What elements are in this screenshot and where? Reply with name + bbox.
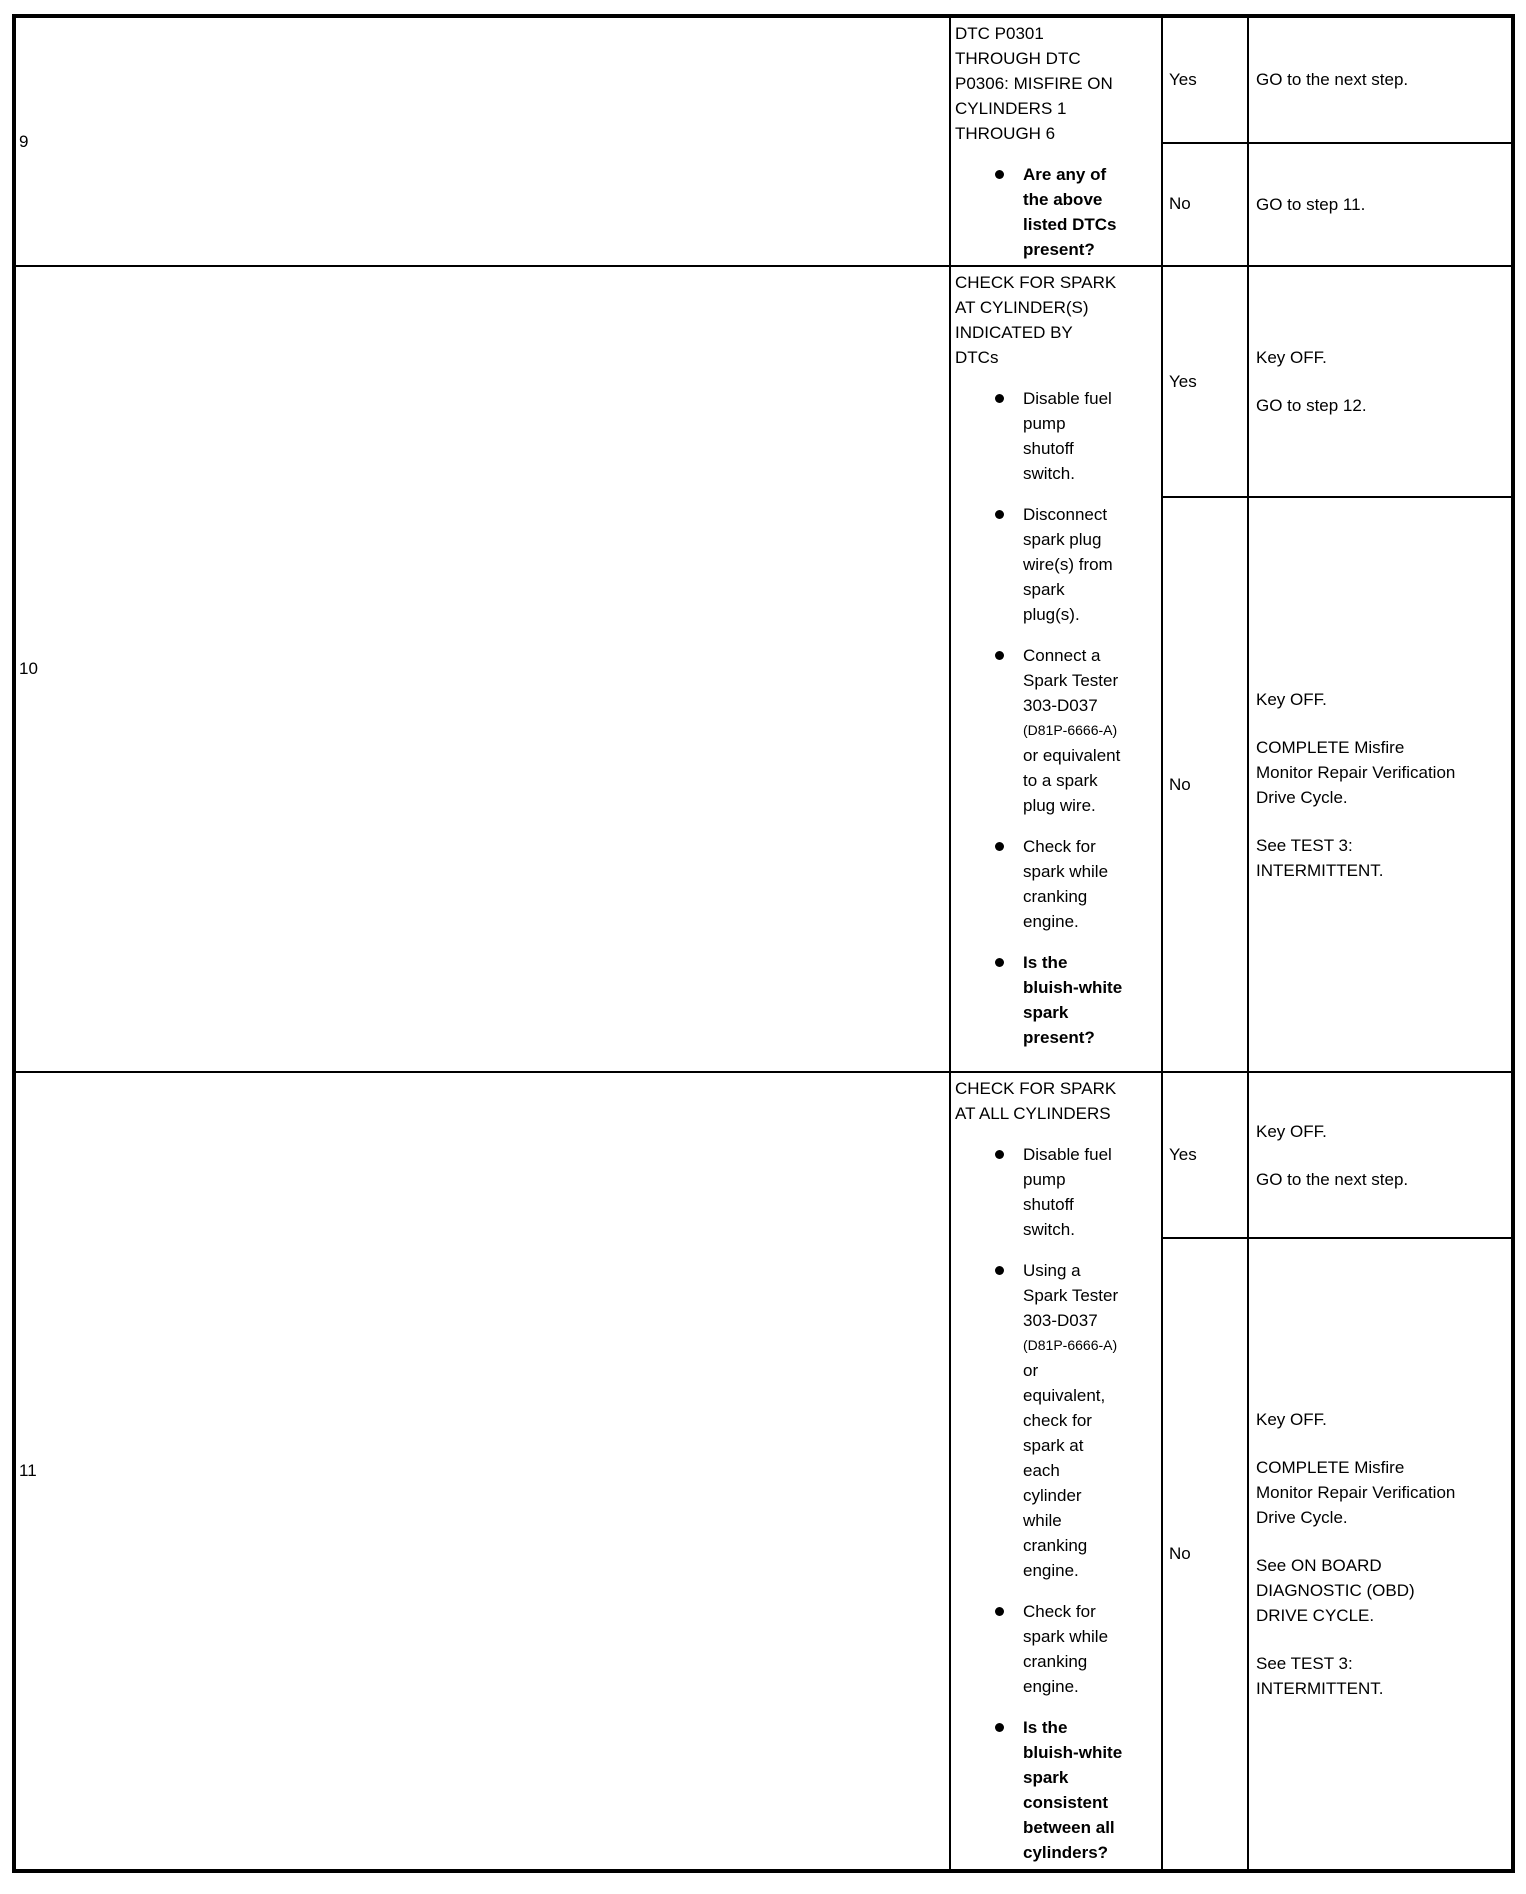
bullet-text xyxy=(1023,950,1122,1050)
text-line: COMPLETE Misfire xyxy=(1256,1458,1405,1477)
text-line: GO to the next step. xyxy=(1256,1169,1409,1189)
bullet-item xyxy=(955,1715,1157,1865)
table-row-step-9 xyxy=(14,16,1513,143)
text-line: cylinder xyxy=(1023,1486,1082,1505)
text-line: spark at xyxy=(1023,1436,1084,1455)
step-number: 10 xyxy=(14,266,950,1072)
text-line: Is the xyxy=(1023,953,1068,972)
text-line: while xyxy=(1023,1511,1062,1530)
action-cell xyxy=(1248,497,1513,1072)
text-line: INDICATED BY xyxy=(955,323,1073,342)
text-line: Monitor Repair Verification xyxy=(1256,762,1456,782)
result-cell: No xyxy=(1162,143,1248,266)
bullet-item xyxy=(955,834,1157,934)
text-line: Key OFF. xyxy=(1256,1410,1327,1429)
text-line: CHECK FOR SPARK xyxy=(955,273,1117,292)
bullet-text xyxy=(1023,386,1112,486)
test-step-cell xyxy=(950,266,1162,1072)
text-line: bluish-white xyxy=(1023,978,1123,997)
action-paragraph xyxy=(1256,1167,1507,1192)
pinpoint-test-table xyxy=(12,14,1515,1873)
text-line: See TEST 3: xyxy=(1256,1654,1353,1673)
text-line: between all xyxy=(1023,1818,1115,1837)
text-line: THROUGH 6 xyxy=(955,124,1056,143)
bullet-text xyxy=(1023,1258,1118,1583)
text-line: plug wire. xyxy=(1023,796,1096,815)
bullet-icon xyxy=(995,958,1004,967)
table-row-step-10 xyxy=(14,266,1513,497)
action-cell xyxy=(1248,1072,1513,1238)
step-number: 9 xyxy=(14,16,950,266)
text-line: engine. xyxy=(1023,912,1079,931)
bullet-item xyxy=(955,1258,1157,1583)
action-cell xyxy=(1248,16,1513,143)
result-cell: Yes xyxy=(1162,1072,1248,1238)
bullet-icon xyxy=(995,170,1004,179)
bullet-item xyxy=(955,1142,1157,1242)
bullet-text xyxy=(1023,834,1108,934)
text-line: GO to the next step. xyxy=(1256,70,1409,90)
text-line: pump xyxy=(1023,414,1066,433)
bullet-item xyxy=(955,1599,1157,1699)
text-line: Check for xyxy=(1023,837,1096,856)
result-cell: Yes xyxy=(1162,16,1248,143)
bullet-item xyxy=(955,502,1157,627)
text-line: engine. xyxy=(1023,1677,1079,1696)
bullet-icon xyxy=(995,1723,1004,1732)
text-line: Spark Tester xyxy=(1023,1286,1119,1305)
text-line: Key OFF. xyxy=(1256,348,1327,367)
action-paragraph xyxy=(1256,1553,1507,1628)
text-line: or xyxy=(1023,1361,1039,1380)
text-line: Disconnect xyxy=(1023,505,1108,524)
bullet-icon xyxy=(995,394,1004,403)
text-line: 303-D037 xyxy=(1023,1311,1098,1330)
text-line: Disable fuel xyxy=(1023,389,1112,408)
action-cell xyxy=(1248,1238,1513,1871)
text-line: DTCs xyxy=(955,348,999,367)
action-paragraph xyxy=(1256,1407,1507,1432)
action-cell xyxy=(1248,266,1513,497)
text-line: shutoff xyxy=(1023,1195,1074,1214)
text-line: switch. xyxy=(1023,1220,1075,1239)
text-line: DRIVE CYCLE. xyxy=(1256,1606,1375,1625)
text-line: THROUGH DTC xyxy=(955,49,1081,68)
action-paragraph xyxy=(1256,192,1507,217)
text-line: present? xyxy=(1023,240,1095,259)
text-line: bluish-white xyxy=(1023,1743,1123,1762)
text-line: equivalent, xyxy=(1023,1386,1106,1405)
bullet-icon xyxy=(995,510,1004,519)
action-cell xyxy=(1248,143,1513,266)
text-line: Key OFF. xyxy=(1256,1121,1327,1141)
text-line: AT ALL CYLINDERS xyxy=(955,1104,1111,1123)
text-line: cranking xyxy=(1023,1536,1088,1555)
text-line: or equivalent xyxy=(1023,746,1121,765)
bullet-text xyxy=(1023,643,1120,818)
test-step-title xyxy=(955,1076,1157,1126)
text-line: Using a xyxy=(1023,1261,1081,1280)
action-paragraph xyxy=(1256,687,1507,712)
bullet-icon xyxy=(995,1150,1004,1159)
test-step-cell xyxy=(950,16,1162,266)
text-line: DIAGNOSTIC (OBD) xyxy=(1256,1581,1415,1600)
bullet-text xyxy=(1023,1715,1122,1865)
text-line: spark xyxy=(1023,1003,1069,1022)
text-line: AT CYLINDER(S) xyxy=(955,298,1089,317)
bullet-icon xyxy=(995,1607,1004,1616)
text-line: switch. xyxy=(1023,464,1075,483)
bullet-text xyxy=(1023,1599,1108,1699)
text-line: INTERMITTENT. xyxy=(1256,1679,1384,1698)
text-line: plug(s). xyxy=(1023,605,1080,624)
text-line: Key OFF. xyxy=(1256,689,1327,709)
part-number: (D81P-6666-A) xyxy=(1023,722,1118,738)
text-line: check for xyxy=(1023,1411,1092,1430)
text-line: See TEST 3: xyxy=(1256,835,1353,855)
text-line: shutoff xyxy=(1023,439,1074,458)
bullet-icon xyxy=(995,651,1004,660)
text-line: to a spark xyxy=(1023,771,1098,790)
text-line: pump xyxy=(1023,1170,1066,1189)
action-paragraph xyxy=(1256,345,1507,370)
text-line: cylinders? xyxy=(1023,1843,1109,1862)
text-line: Check for xyxy=(1023,1602,1096,1621)
text-line: GO to step 12. xyxy=(1256,396,1367,415)
text-line: Spark Tester xyxy=(1023,671,1119,690)
bullet-text xyxy=(1023,502,1113,627)
part-number: (D81P-6666-A) xyxy=(1023,1337,1118,1353)
text-line: engine. xyxy=(1023,1561,1079,1580)
text-line: INTERMITTENT. xyxy=(1256,860,1384,880)
text-line: Disable fuel xyxy=(1023,1145,1112,1164)
text-line: Are any of xyxy=(1023,165,1107,184)
text-line: Drive Cycle. xyxy=(1256,1508,1348,1527)
text-line: See ON BOARD xyxy=(1256,1556,1382,1575)
text-line: listed DTCs xyxy=(1023,215,1117,234)
bullet-item xyxy=(955,386,1157,486)
test-step-title xyxy=(955,270,1157,370)
bullet-icon xyxy=(995,842,1004,851)
bullet-item xyxy=(955,643,1157,818)
text-line: spark xyxy=(1023,1768,1069,1787)
bullet-icon xyxy=(995,1266,1004,1275)
bullet-text xyxy=(1023,162,1117,262)
text-line: Is the xyxy=(1023,1718,1068,1737)
table-row-step-11 xyxy=(14,1072,1513,1238)
text-line: spark while xyxy=(1023,1627,1109,1646)
result-cell: No xyxy=(1162,1238,1248,1871)
action-paragraph xyxy=(1256,67,1507,92)
bullet-text xyxy=(1023,1142,1112,1242)
text-line: Monitor Repair Verification xyxy=(1256,1483,1456,1502)
action-paragraph xyxy=(1256,1651,1507,1701)
action-paragraph xyxy=(1256,735,1507,810)
text-line: present? xyxy=(1023,1028,1095,1047)
text-line: COMPLETE Misfire xyxy=(1256,737,1405,757)
text-line: each xyxy=(1023,1461,1060,1480)
action-paragraph xyxy=(1256,1455,1507,1530)
text-line: GO to step 11. xyxy=(1256,194,1366,214)
text-line: CYLINDERS 1 xyxy=(955,99,1067,118)
text-line: DTC P0301 xyxy=(955,24,1044,43)
result-cell: Yes xyxy=(1162,266,1248,497)
text-line: spark xyxy=(1023,580,1065,599)
result-cell: No xyxy=(1162,497,1248,1072)
bullet-item xyxy=(955,162,1157,262)
text-line: the above xyxy=(1023,190,1103,209)
text-line: spark plug xyxy=(1023,530,1102,549)
text-line: Connect a xyxy=(1023,646,1101,665)
action-paragraph xyxy=(1256,1119,1507,1144)
text-line: 303-D037 xyxy=(1023,696,1098,715)
step-number: 11 xyxy=(14,1072,950,1871)
test-step-title xyxy=(955,21,1157,146)
text-line: cranking xyxy=(1023,887,1088,906)
text-line: consistent xyxy=(1023,1793,1109,1812)
text-line: CHECK FOR SPARK xyxy=(955,1079,1117,1098)
text-line: Drive Cycle. xyxy=(1256,787,1348,807)
text-line: P0306: MISFIRE ON xyxy=(955,74,1113,93)
action-paragraph xyxy=(1256,833,1507,883)
text-line: spark while xyxy=(1023,862,1109,881)
action-paragraph xyxy=(1256,393,1507,418)
text-line: cranking xyxy=(1023,1652,1088,1671)
bullet-item xyxy=(955,950,1157,1050)
text-line: wire(s) from xyxy=(1023,555,1113,574)
test-step-cell xyxy=(950,1072,1162,1871)
